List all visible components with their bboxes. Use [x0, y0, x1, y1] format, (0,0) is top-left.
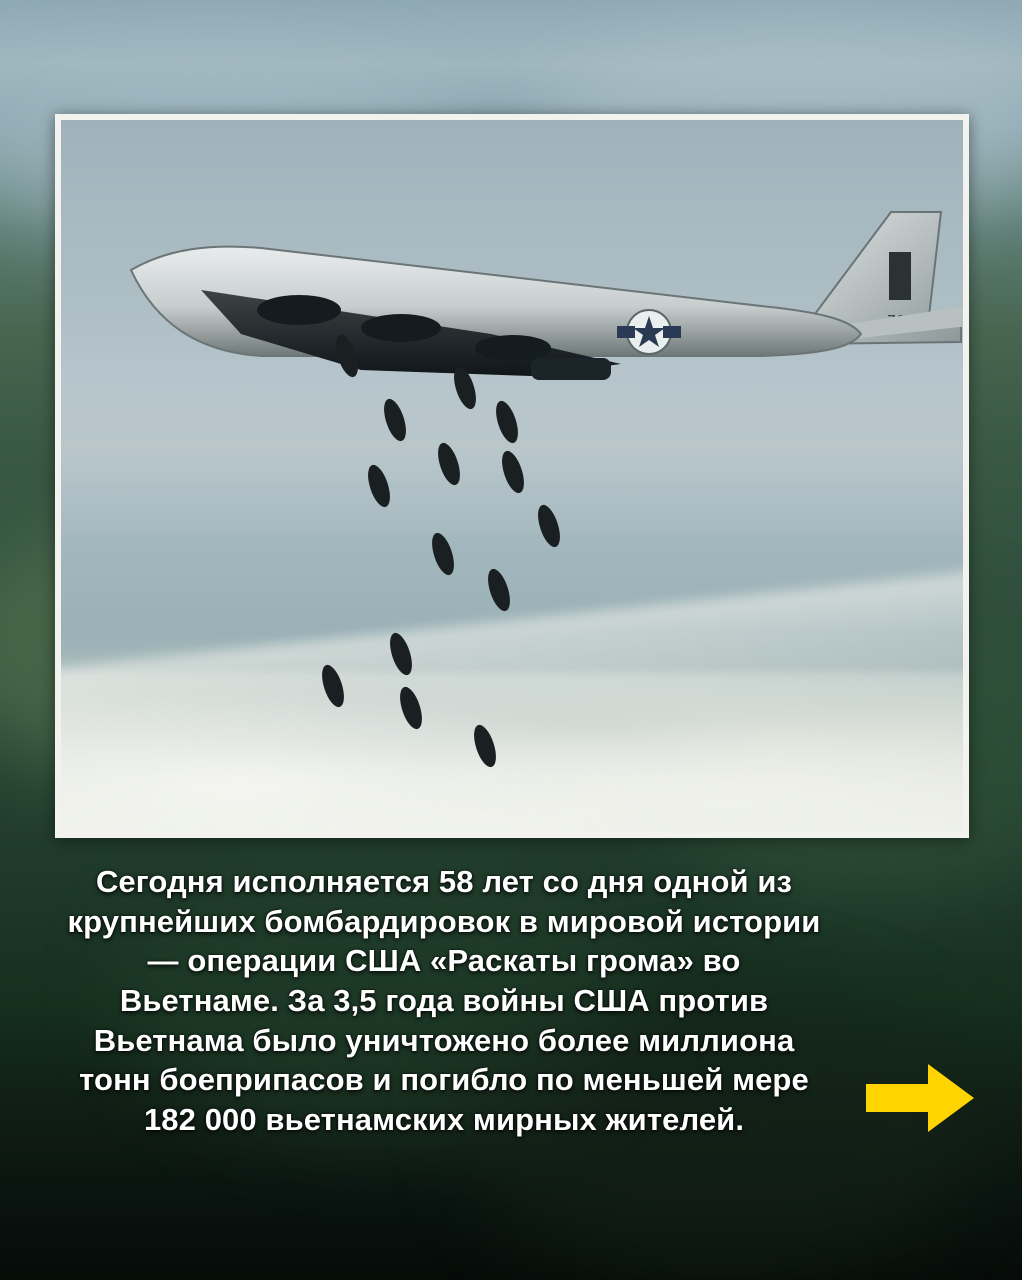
caption-text: Сегодня исполняется 58 лет со дня одной из крупнейших бомбардировок в мировой истории — операции США «Раскаты грома» во Вьетнаме. За 3,5 года войны США против Вьетнама было уничтожено более миллиона тонн боеприпасов и погибло по меньшей мере 182 000 вьетнамских мирных жителей.	[67, 864, 821, 1138]
engine-pod	[257, 295, 341, 325]
tail-marking	[889, 252, 911, 300]
arrow-right-icon	[866, 1058, 976, 1138]
aircraft-silhouette	[61, 120, 963, 832]
engine-pod	[361, 314, 441, 342]
engine-pod	[475, 335, 551, 361]
bomber-photo	[61, 120, 963, 832]
photo-frame	[55, 114, 969, 838]
outer-wing-tank	[531, 358, 611, 380]
bomb-string	[318, 332, 565, 769]
next-arrow-button[interactable]	[866, 1058, 976, 1138]
